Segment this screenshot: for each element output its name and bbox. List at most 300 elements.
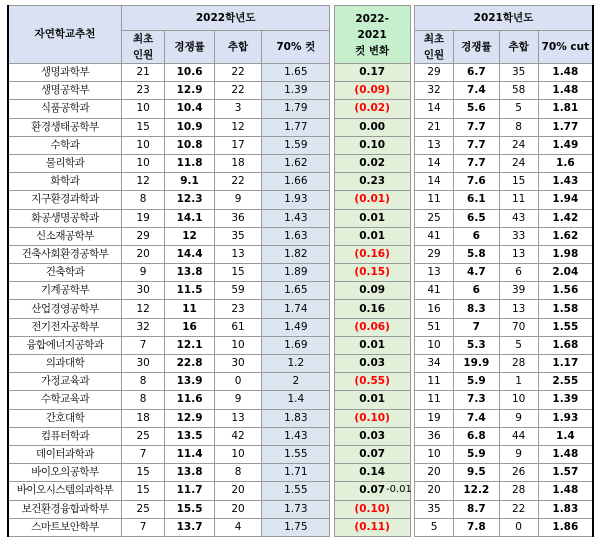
dept-name-cell: 건축사회환경공학부 xyxy=(8,245,121,263)
competition-2022-cell: 12.9 xyxy=(165,409,215,427)
competition-2021-cell: 12.2 xyxy=(454,482,499,500)
cut-2022-cell: 1.83 xyxy=(262,409,330,427)
initial-2021-cell: 20 xyxy=(414,464,453,482)
cut-change-cell: (0.10) xyxy=(334,409,410,427)
additional-2022-cell: 22 xyxy=(214,82,261,100)
initial-2021-cell: 51 xyxy=(414,318,453,336)
cut-2021-cell: 1.62 xyxy=(538,227,593,245)
initial-2021-cell: 29 xyxy=(414,64,453,82)
cut-2021-cell: 1.42 xyxy=(538,209,593,227)
cut-2021-cell: 1.68 xyxy=(538,336,593,354)
dept-name-cell: 수학교육과 xyxy=(8,391,121,409)
cut-2022-cell: 1.71 xyxy=(262,464,330,482)
additional-2022-cell: 23 xyxy=(214,300,261,318)
cut-2022-cell: 1.77 xyxy=(262,118,330,136)
table-row xyxy=(8,391,593,409)
col-cut-2021: 70% cut xyxy=(538,31,593,64)
cut-2021-cell: 1.57 xyxy=(538,464,593,482)
additional-2021-cell: 58 xyxy=(499,82,538,100)
initial-2021-cell: 36 xyxy=(414,427,453,445)
initial-2022-cell: 30 xyxy=(121,355,164,373)
additional-2022-cell: 13 xyxy=(214,245,261,263)
cut-2022-cell: 1.82 xyxy=(262,245,330,263)
cut-2022-cell: 1.39 xyxy=(262,82,330,100)
additional-2021-cell: 44 xyxy=(499,427,538,445)
table-row xyxy=(8,154,593,172)
cut-2022-cell: 1.66 xyxy=(262,173,330,191)
dept-name-cell: 건축학과 xyxy=(8,264,121,282)
additional-2022-cell: 59 xyxy=(214,282,261,300)
competition-2021-cell: 4.7 xyxy=(454,264,499,282)
competition-2021-cell: 5.9 xyxy=(454,445,499,463)
cut-change-cell: 0.17 xyxy=(334,64,410,82)
cut-2022-cell: 1.43 xyxy=(262,209,330,227)
additional-2022-cell: 10 xyxy=(214,336,261,354)
initial-2022-cell: 12 xyxy=(121,173,164,191)
dept-name-cell: 바이오의공학부 xyxy=(8,464,121,482)
table-row xyxy=(8,500,593,518)
change-header: 2022- 2021 컷 변화 xyxy=(334,6,410,64)
footnote: -0.01 xyxy=(386,484,412,495)
table-body xyxy=(8,64,593,537)
competition-2022-cell: 11.8 xyxy=(165,154,215,172)
additional-2022-cell: 35 xyxy=(214,227,261,245)
initial-2022-cell: 25 xyxy=(121,427,164,445)
dept-name-cell: 식품공학과 xyxy=(8,100,121,118)
additional-2021-cell: 10 xyxy=(499,391,538,409)
competition-2021-cell: 5.8 xyxy=(454,245,499,263)
initial-2022-cell: 32 xyxy=(121,318,164,336)
cut-2021-cell: 1.58 xyxy=(538,300,593,318)
additional-2022-cell: 22 xyxy=(214,64,261,82)
competition-2021-cell: 6.8 xyxy=(454,427,499,445)
additional-2022-cell: 3 xyxy=(214,100,261,118)
additional-2021-cell: 1 xyxy=(499,373,538,391)
table-row xyxy=(8,191,593,209)
cut-change-cell: (0.55) xyxy=(334,373,410,391)
dept-name-cell: 데이터과학과 xyxy=(8,445,121,463)
competition-2022-cell: 12.1 xyxy=(165,336,215,354)
competition-2021-cell: 7.3 xyxy=(454,391,499,409)
additional-2021-cell: 15 xyxy=(499,173,538,191)
additional-2021-cell: 39 xyxy=(499,282,538,300)
dept-name-cell: 전기전자공학부 xyxy=(8,318,121,336)
cut-2021-cell: 1.48 xyxy=(538,482,593,500)
competition-2022-cell: 13.8 xyxy=(165,264,215,282)
cut-2021-cell: 2.04 xyxy=(538,264,593,282)
additional-2021-cell: 26 xyxy=(499,464,538,482)
initial-2021-cell: 14 xyxy=(414,100,453,118)
table-row xyxy=(8,82,593,100)
table-row xyxy=(8,209,593,227)
competition-2022-cell: 12 xyxy=(165,227,215,245)
col-initial-2022 xyxy=(121,31,164,64)
competition-2022-cell: 16 xyxy=(165,318,215,336)
additional-2021-cell: 70 xyxy=(499,318,538,336)
additional-2022-cell: 15 xyxy=(214,264,261,282)
additional-2022-cell: 12 xyxy=(214,118,261,136)
cut-change-cell: 0.09 xyxy=(334,282,410,300)
col-label: 최초 인원 xyxy=(132,33,154,61)
competition-2021-cell: 6.1 xyxy=(454,191,499,209)
additional-2021-cell: 24 xyxy=(499,136,538,154)
competition-2021-cell: 7.4 xyxy=(454,82,499,100)
additional-2021-cell: 5 xyxy=(499,100,538,118)
corner-label: 자연학교추천 xyxy=(8,6,121,64)
initial-2022-cell: 19 xyxy=(121,209,164,227)
cut-change-cell: 0.14 xyxy=(334,464,410,482)
table-row xyxy=(8,445,593,463)
cut-2022-cell: 1.93 xyxy=(262,191,330,209)
additional-2021-cell: 8 xyxy=(499,118,538,136)
cut-2021-cell: 1.39 xyxy=(538,391,593,409)
competition-2022-cell: 14.1 xyxy=(165,209,215,227)
cut-change-cell: 0.10 xyxy=(334,136,410,154)
table-row xyxy=(8,173,593,191)
initial-2022-cell: 29 xyxy=(121,227,164,245)
initial-2022-cell: 15 xyxy=(121,118,164,136)
competition-2021-cell: 6.7 xyxy=(454,64,499,82)
competition-2022-cell: 13.9 xyxy=(165,373,215,391)
initial-2021-cell: 11 xyxy=(414,191,453,209)
cut-2021-cell: 1.49 xyxy=(538,136,593,154)
initial-2022-cell: 18 xyxy=(121,409,164,427)
cut-change-cell: 0.03 xyxy=(334,355,410,373)
dept-name-cell: 수학과 xyxy=(8,136,121,154)
initial-2022-cell: 8 xyxy=(121,191,164,209)
additional-2022-cell: 13 xyxy=(214,409,261,427)
additional-2022-cell: 18 xyxy=(214,154,261,172)
cut-change-cell: 0.03 xyxy=(334,427,410,445)
competition-2021-cell: 19.9 xyxy=(454,355,499,373)
cut-2022-cell: 1.65 xyxy=(262,282,330,300)
cut-change-cell: 0.00 xyxy=(334,118,410,136)
cut-2022-cell: 1.2 xyxy=(262,355,330,373)
dept-name-cell: 가정교육과 xyxy=(8,373,121,391)
cut-2022-cell: 1.73 xyxy=(262,500,330,518)
initial-2022-cell: 10 xyxy=(121,154,164,172)
dept-name-cell: 융합에너지공학과 xyxy=(8,336,121,354)
col-cut-2022: 70% 컷 xyxy=(262,31,330,64)
competition-2022-cell: 11.7 xyxy=(165,482,215,500)
cut-change-cell: (0.02) xyxy=(334,100,410,118)
additional-2021-cell: 35 xyxy=(499,64,538,82)
initial-2022-cell: 7 xyxy=(121,336,164,354)
additional-2021-cell: 28 xyxy=(499,355,538,373)
cut-change-cell: 0.01 xyxy=(334,227,410,245)
table-row xyxy=(8,464,593,482)
initial-2022-cell: 30 xyxy=(121,282,164,300)
initial-2021-cell: 13 xyxy=(414,264,453,282)
cut-change-cell: 0.07 xyxy=(334,482,410,500)
additional-2021-cell: 6 xyxy=(499,264,538,282)
cut-change-cell: 0.23 xyxy=(334,173,410,191)
cut-2021-cell: 1.94 xyxy=(538,191,593,209)
competition-2022-cell: 15.5 xyxy=(165,500,215,518)
cut-2022-cell: 1.49 xyxy=(262,318,330,336)
cut-2022-cell: 1.63 xyxy=(262,227,330,245)
additional-2021-cell: 28 xyxy=(499,482,538,500)
initial-2022-cell: 25 xyxy=(121,500,164,518)
cut-2021-cell: 1.43 xyxy=(538,173,593,191)
initial-2022-cell: 15 xyxy=(121,464,164,482)
initial-2021-cell: 11 xyxy=(414,391,453,409)
initial-2021-cell: 41 xyxy=(414,282,453,300)
table-row xyxy=(8,227,593,245)
table-row xyxy=(8,245,593,263)
cut-change-cell: 0.01 xyxy=(334,391,410,409)
additional-2022-cell: 20 xyxy=(214,500,261,518)
competition-2021-cell: 8.3 xyxy=(454,300,499,318)
competition-2022-cell: 11 xyxy=(165,300,215,318)
initial-2021-cell: 20 xyxy=(414,482,453,500)
cut-2022-cell: 1.55 xyxy=(262,445,330,463)
table-row xyxy=(8,64,593,82)
additional-2022-cell: 8 xyxy=(214,464,261,482)
cut-change-cell: 0.07 xyxy=(334,445,410,463)
competition-2022-cell: 11.6 xyxy=(165,391,215,409)
additional-2021-cell: 9 xyxy=(499,445,538,463)
additional-2022-cell: 17 xyxy=(214,136,261,154)
table-row xyxy=(8,136,593,154)
table-row xyxy=(8,118,593,136)
competition-2022-cell: 12.3 xyxy=(165,191,215,209)
competition-2022-cell: 10.4 xyxy=(165,100,215,118)
col-label: 최초 인원 xyxy=(423,33,445,61)
competition-2021-cell: 7.7 xyxy=(454,118,499,136)
initial-2021-cell: 10 xyxy=(414,445,453,463)
cut-change-cell: (0.10) xyxy=(334,500,410,518)
competition-2022-cell: 9.1 xyxy=(165,173,215,191)
competition-2022-cell: 10.6 xyxy=(165,64,215,82)
competition-2022-cell: 10.9 xyxy=(165,118,215,136)
dept-name-cell: 의과대학 xyxy=(8,355,121,373)
cut-change-cell: (0.06) xyxy=(334,318,410,336)
cut-2022-cell: 2 xyxy=(262,373,330,391)
cut-2022-cell: 1.69 xyxy=(262,336,330,354)
additional-2022-cell: 20 xyxy=(214,482,261,500)
additional-2021-cell: 9 xyxy=(499,409,538,427)
additional-2022-cell: 22 xyxy=(214,173,261,191)
competition-2022-cell: 13.7 xyxy=(165,518,215,536)
col-additional-2021: 추합 xyxy=(499,31,538,64)
table-row xyxy=(8,409,593,427)
dept-name-cell: 산업경영공학부 xyxy=(8,300,121,318)
competition-2021-cell: 7.4 xyxy=(454,409,499,427)
cut-2022-cell: 1.89 xyxy=(262,264,330,282)
table-row xyxy=(8,100,593,118)
cut-2021-cell: 1.98 xyxy=(538,245,593,263)
group-2022-header: 2022학년도 xyxy=(121,6,329,31)
competition-2021-cell: 7 xyxy=(454,318,499,336)
additional-2022-cell: 61 xyxy=(214,318,261,336)
initial-2021-cell: 14 xyxy=(414,154,453,172)
cut-2021-cell: 1.17 xyxy=(538,355,593,373)
dept-name-cell: 화학과 xyxy=(8,173,121,191)
initial-2022-cell: 8 xyxy=(121,373,164,391)
initial-2021-cell: 19 xyxy=(414,409,453,427)
additional-2021-cell: 13 xyxy=(499,245,538,263)
col-competition-2022: 경쟁률 xyxy=(165,31,215,64)
table-row xyxy=(8,482,593,500)
cut-2022-cell: 1.43 xyxy=(262,427,330,445)
cut-2021-cell: 1.86 xyxy=(538,518,593,536)
cut-2022-cell: 1.79 xyxy=(262,100,330,118)
col-competition-2021: 경쟁률 xyxy=(454,31,499,64)
cut-2022-cell: 1.4 xyxy=(262,391,330,409)
competition-2021-cell: 9.5 xyxy=(454,464,499,482)
dept-name-cell: 환경생태공학부 xyxy=(8,118,121,136)
additional-2022-cell: 0 xyxy=(214,373,261,391)
cut-2022-cell: 1.65 xyxy=(262,64,330,82)
initial-2022-cell: 23 xyxy=(121,82,164,100)
table-row xyxy=(8,355,593,373)
group-2021-header: 2021학년도 xyxy=(414,6,593,31)
competition-2022-cell: 13.5 xyxy=(165,427,215,445)
dept-name-cell: 간호대학 xyxy=(8,409,121,427)
cut-2022-cell: 1.59 xyxy=(262,136,330,154)
dept-name-cell: 바이오시스템의과학부 xyxy=(8,482,121,500)
cut-change-cell: 0.01 xyxy=(334,336,410,354)
competition-2021-cell: 5.6 xyxy=(454,100,499,118)
competition-2021-cell: 5.3 xyxy=(454,336,499,354)
dept-name-cell: 컴퓨터학과 xyxy=(8,427,121,445)
cut-2021-cell: 1.93 xyxy=(538,409,593,427)
competition-2021-cell: 6 xyxy=(454,227,499,245)
admissions-table xyxy=(7,5,594,537)
cut-2021-cell: 1.77 xyxy=(538,118,593,136)
competition-2021-cell: 8.7 xyxy=(454,500,499,518)
cut-2022-cell: 1.74 xyxy=(262,300,330,318)
cut-change-cell: (0.01) xyxy=(334,191,410,209)
competition-2022-cell: 11.4 xyxy=(165,445,215,463)
initial-2021-cell: 13 xyxy=(414,136,453,154)
cut-change-cell: (0.09) xyxy=(334,82,410,100)
competition-2021-cell: 7.8 xyxy=(454,518,499,536)
competition-2021-cell: 7.7 xyxy=(454,154,499,172)
competition-2022-cell: 14.4 xyxy=(165,245,215,263)
additional-2021-cell: 22 xyxy=(499,500,538,518)
additional-2022-cell: 9 xyxy=(214,191,261,209)
competition-2021-cell: 6 xyxy=(454,282,499,300)
table-row xyxy=(8,373,593,391)
cut-change-cell: 0.16 xyxy=(334,300,410,318)
initial-2021-cell: 41 xyxy=(414,227,453,245)
initial-2021-cell: 5 xyxy=(414,518,453,536)
col-additional-2022: 추합 xyxy=(214,31,261,64)
cut-change-cell: (0.15) xyxy=(334,264,410,282)
additional-2021-cell: 33 xyxy=(499,227,538,245)
header-row-1 xyxy=(8,6,593,31)
table-row xyxy=(8,318,593,336)
cut-2021-cell: 1.4 xyxy=(538,427,593,445)
additional-2022-cell: 42 xyxy=(214,427,261,445)
dept-name-cell: 지구환경과학과 xyxy=(8,191,121,209)
competition-2021-cell: 5.9 xyxy=(454,373,499,391)
additional-2021-cell: 11 xyxy=(499,191,538,209)
initial-2021-cell: 34 xyxy=(414,355,453,373)
initial-2022-cell: 15 xyxy=(121,482,164,500)
initial-2022-cell: 10 xyxy=(121,136,164,154)
competition-2022-cell: 10.8 xyxy=(165,136,215,154)
additional-2022-cell: 30 xyxy=(214,355,261,373)
cut-2021-cell: 1.56 xyxy=(538,282,593,300)
initial-2021-cell: 14 xyxy=(414,173,453,191)
table-row xyxy=(8,282,593,300)
col-initial-2021 xyxy=(414,31,453,64)
dept-name-cell: 보건환경융합과학부 xyxy=(8,500,121,518)
cut-change-cell: (0.16) xyxy=(334,245,410,263)
initial-2022-cell: 12 xyxy=(121,300,164,318)
competition-2021-cell: 6.5 xyxy=(454,209,499,227)
initial-2021-cell: 10 xyxy=(414,336,453,354)
cut-2021-cell: 1.81 xyxy=(538,100,593,118)
table-row xyxy=(8,336,593,354)
cut-2021-cell: 1.48 xyxy=(538,82,593,100)
initial-2021-cell: 16 xyxy=(414,300,453,318)
additional-2022-cell: 36 xyxy=(214,209,261,227)
table-row xyxy=(8,264,593,282)
competition-2021-cell: 7.7 xyxy=(454,136,499,154)
cut-2021-cell: 1.55 xyxy=(538,318,593,336)
dept-name-cell: 물리학과 xyxy=(8,154,121,172)
initial-2022-cell: 10 xyxy=(121,100,164,118)
cut-2021-cell: 1.48 xyxy=(538,64,593,82)
cut-2021-cell: 1.83 xyxy=(538,500,593,518)
initial-2021-cell: 32 xyxy=(414,82,453,100)
initial-2021-cell: 29 xyxy=(414,245,453,263)
dept-name-cell: 화공생명공학과 xyxy=(8,209,121,227)
table-row xyxy=(8,427,593,445)
initial-2022-cell: 21 xyxy=(121,64,164,82)
cut-change-cell: (0.11) xyxy=(334,518,410,536)
competition-2022-cell: 22.8 xyxy=(165,355,215,373)
competition-2022-cell: 11.5 xyxy=(165,282,215,300)
dept-name-cell: 스마트보안학부 xyxy=(8,518,121,536)
additional-2021-cell: 0 xyxy=(499,518,538,536)
competition-2022-cell: 13.8 xyxy=(165,464,215,482)
additional-2021-cell: 5 xyxy=(499,336,538,354)
initial-2021-cell: 25 xyxy=(414,209,453,227)
initial-2021-cell: 21 xyxy=(414,118,453,136)
initial-2021-cell: 11 xyxy=(414,373,453,391)
cut-2022-cell: 1.55 xyxy=(262,482,330,500)
dept-name-cell: 생명공학부 xyxy=(8,82,121,100)
additional-2022-cell: 10 xyxy=(214,445,261,463)
table-row xyxy=(8,300,593,318)
cut-2021-cell: 1.48 xyxy=(538,445,593,463)
additional-2021-cell: 24 xyxy=(499,154,538,172)
additional-2022-cell: 9 xyxy=(214,391,261,409)
dept-name-cell: 신소재공학부 xyxy=(8,227,121,245)
additional-2021-cell: 43 xyxy=(499,209,538,227)
initial-2021-cell: 35 xyxy=(414,500,453,518)
initial-2022-cell: 7 xyxy=(121,518,164,536)
cut-change-cell: 0.01 xyxy=(334,209,410,227)
dept-name-cell: 생명과학부 xyxy=(8,64,121,82)
additional-2022-cell: 4 xyxy=(214,518,261,536)
initial-2022-cell: 8 xyxy=(121,391,164,409)
initial-2022-cell: 20 xyxy=(121,245,164,263)
competition-2022-cell: 12.9 xyxy=(165,82,215,100)
cut-change-cell: 0.02 xyxy=(334,154,410,172)
cut-2022-cell: 1.62 xyxy=(262,154,330,172)
cut-2022-cell: 1.75 xyxy=(262,518,330,536)
initial-2022-cell: 7 xyxy=(121,445,164,463)
cut-2021-cell: 2.55 xyxy=(538,373,593,391)
competition-2021-cell: 7.6 xyxy=(454,173,499,191)
table-row xyxy=(8,518,593,536)
